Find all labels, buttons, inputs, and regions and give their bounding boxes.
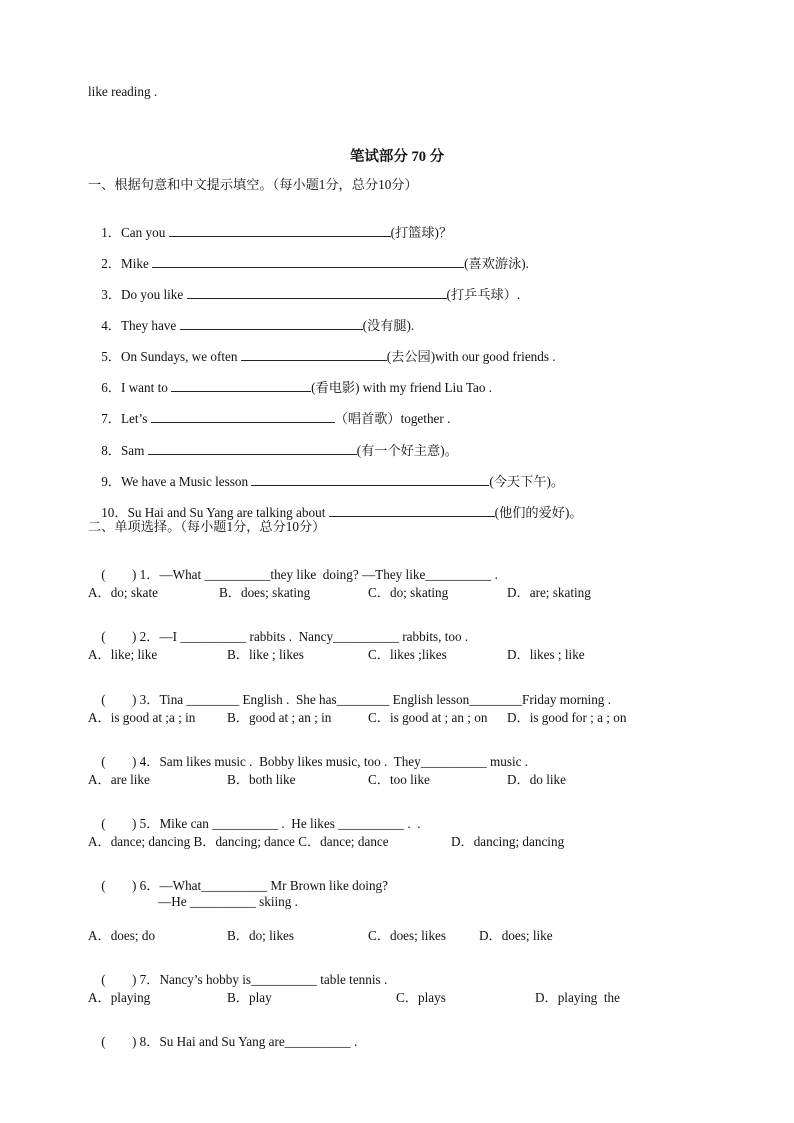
item-number: 1． <box>101 225 121 240</box>
item-number: 5． <box>101 349 121 364</box>
answer-paren[interactable]: ( ) 2． <box>101 629 160 644</box>
item-hint: (去公园)with our good friends . <box>386 349 556 364</box>
option-c: C．likes ;likes <box>368 647 447 662</box>
item-hint: (有一个好主意)。 <box>356 443 458 458</box>
option-b: B．does; skating <box>219 585 311 600</box>
answer-blank[interactable] <box>251 473 489 486</box>
item-hint: (他们的爱好)。 <box>494 505 583 520</box>
answer-paren[interactable]: ( ) 7． <box>101 972 160 987</box>
question-text: Sam likes music . Bobby likes music, too . They__________ music . <box>159 754 529 769</box>
item-text: I want to <box>120 380 172 395</box>
option-a: A．are like <box>88 772 150 787</box>
option-c: C．is good at ; an ; on <box>368 710 488 725</box>
item-hint: （唱首歌）together . <box>334 411 451 426</box>
question-text: Tina ________ English . She has________ English lesson________Friday morning . <box>159 692 611 707</box>
option-a: A．is good at ;a ; in <box>88 710 196 725</box>
answer-blank[interactable] <box>151 410 335 423</box>
answer-blank[interactable] <box>148 442 357 455</box>
option-c: C．plays <box>396 990 446 1005</box>
option-d: D．are; skating <box>507 585 591 600</box>
item-text: Let’s <box>120 411 151 426</box>
item-text: They have <box>120 318 180 333</box>
section2-heading: 二、单项选择。（每小题1分，总分10分） <box>88 519 326 534</box>
question-text: Mike can __________ . He likes __________ . . <box>159 816 421 831</box>
item-hint: (打篮球)？ <box>390 225 453 240</box>
item-hint: (没有腿). <box>362 318 415 333</box>
answer-blank[interactable] <box>187 286 447 299</box>
item-hint: (看电影) with my friend Liu Tao . <box>311 380 493 395</box>
item-text: Can you <box>120 225 169 240</box>
option-a: A．like; like <box>88 647 158 662</box>
answer-paren[interactable]: ( ) 6． <box>101 878 160 893</box>
item-hint: (打乒乓球）. <box>446 287 521 302</box>
answer-blank[interactable] <box>152 255 464 268</box>
item-number: 10． <box>101 505 128 520</box>
question-text: Nancy’s hobby is__________ table tennis . <box>159 972 388 987</box>
item-number: 8． <box>101 443 121 458</box>
item-number: 3． <box>101 287 121 302</box>
option-b: B．like ; likes <box>227 647 304 662</box>
item-number: 9． <box>101 474 121 489</box>
option-c: C．does; likes <box>368 928 447 943</box>
item-hint: (今天下午)。 <box>489 474 565 489</box>
option-a: A．do; skate <box>88 585 158 600</box>
option-b: B．good at ; an ; in <box>227 710 332 725</box>
option-d: D．is good for ; a ; on <box>507 710 627 725</box>
option-d: D．does; like <box>479 928 553 943</box>
item-text: On Sundays, we often <box>120 349 241 364</box>
question-4 <box>88 738 528 786</box>
option-b: B．both like <box>227 772 296 787</box>
option-d: D．dancing; dancing <box>451 834 565 849</box>
answer-blank[interactable] <box>241 348 387 361</box>
item-hint: (喜欢游泳). <box>464 256 529 271</box>
option-b: B．play <box>227 990 272 1005</box>
section-title: 笔试部分 70 分 <box>349 149 445 165</box>
option-a: A．playing <box>88 990 151 1005</box>
question-text: —What __________they like doing? —They like__________ . <box>159 567 498 582</box>
item-number: 2． <box>101 256 121 271</box>
item-number: 7． <box>101 411 121 426</box>
answer-paren[interactable]: ( ) 8． <box>101 1034 160 1049</box>
question-6-line2: —He __________ skiing . <box>158 894 298 909</box>
answer-blank[interactable] <box>180 317 363 330</box>
question-text: —What__________ Mr Brown like doing? <box>159 878 388 893</box>
answer-paren[interactable]: ( ) 4． <box>101 754 160 769</box>
item-text: Su Hai and Su Yang are talking about <box>127 505 329 520</box>
item-text: Mike <box>120 256 153 271</box>
answer-blank[interactable] <box>171 379 311 392</box>
answer-blank[interactable] <box>329 504 495 517</box>
option-c: C．too like <box>368 772 430 787</box>
answer-blank[interactable] <box>169 224 391 237</box>
answer-paren[interactable]: ( ) 1． <box>101 567 160 582</box>
answer-paren[interactable]: ( ) 3． <box>101 692 160 707</box>
option-d: D．do like <box>507 772 566 787</box>
question-text: —I __________ rabbits . Nancy__________ rabbits, too . <box>159 629 469 644</box>
option-b: B．do; likes <box>227 928 295 943</box>
section1-heading: 一、根据句意和中文提示填空。（每小题1分，总分10分） <box>88 177 418 192</box>
option-d: D．playing the <box>535 990 620 1005</box>
item-text: We have a Music lesson <box>120 474 252 489</box>
option-a: A．does; do <box>88 928 156 943</box>
item-text: Do you like <box>120 287 187 302</box>
question-text: Su Hai and Su Yang are__________ . <box>159 1034 358 1049</box>
item-text: Sam <box>120 443 148 458</box>
option-abc: A．dance; dancing B．dancing; dance C．dance; dance <box>88 834 389 849</box>
answer-paren[interactable]: ( ) 5． <box>101 816 160 831</box>
item-number: 6． <box>101 380 121 395</box>
option-c: C．do; skating <box>368 585 449 600</box>
option-d: D．likes ; like <box>507 647 585 662</box>
item-number: 4． <box>101 318 121 333</box>
carry-over-text: like reading . <box>88 84 158 99</box>
question-8 <box>88 1018 357 1066</box>
